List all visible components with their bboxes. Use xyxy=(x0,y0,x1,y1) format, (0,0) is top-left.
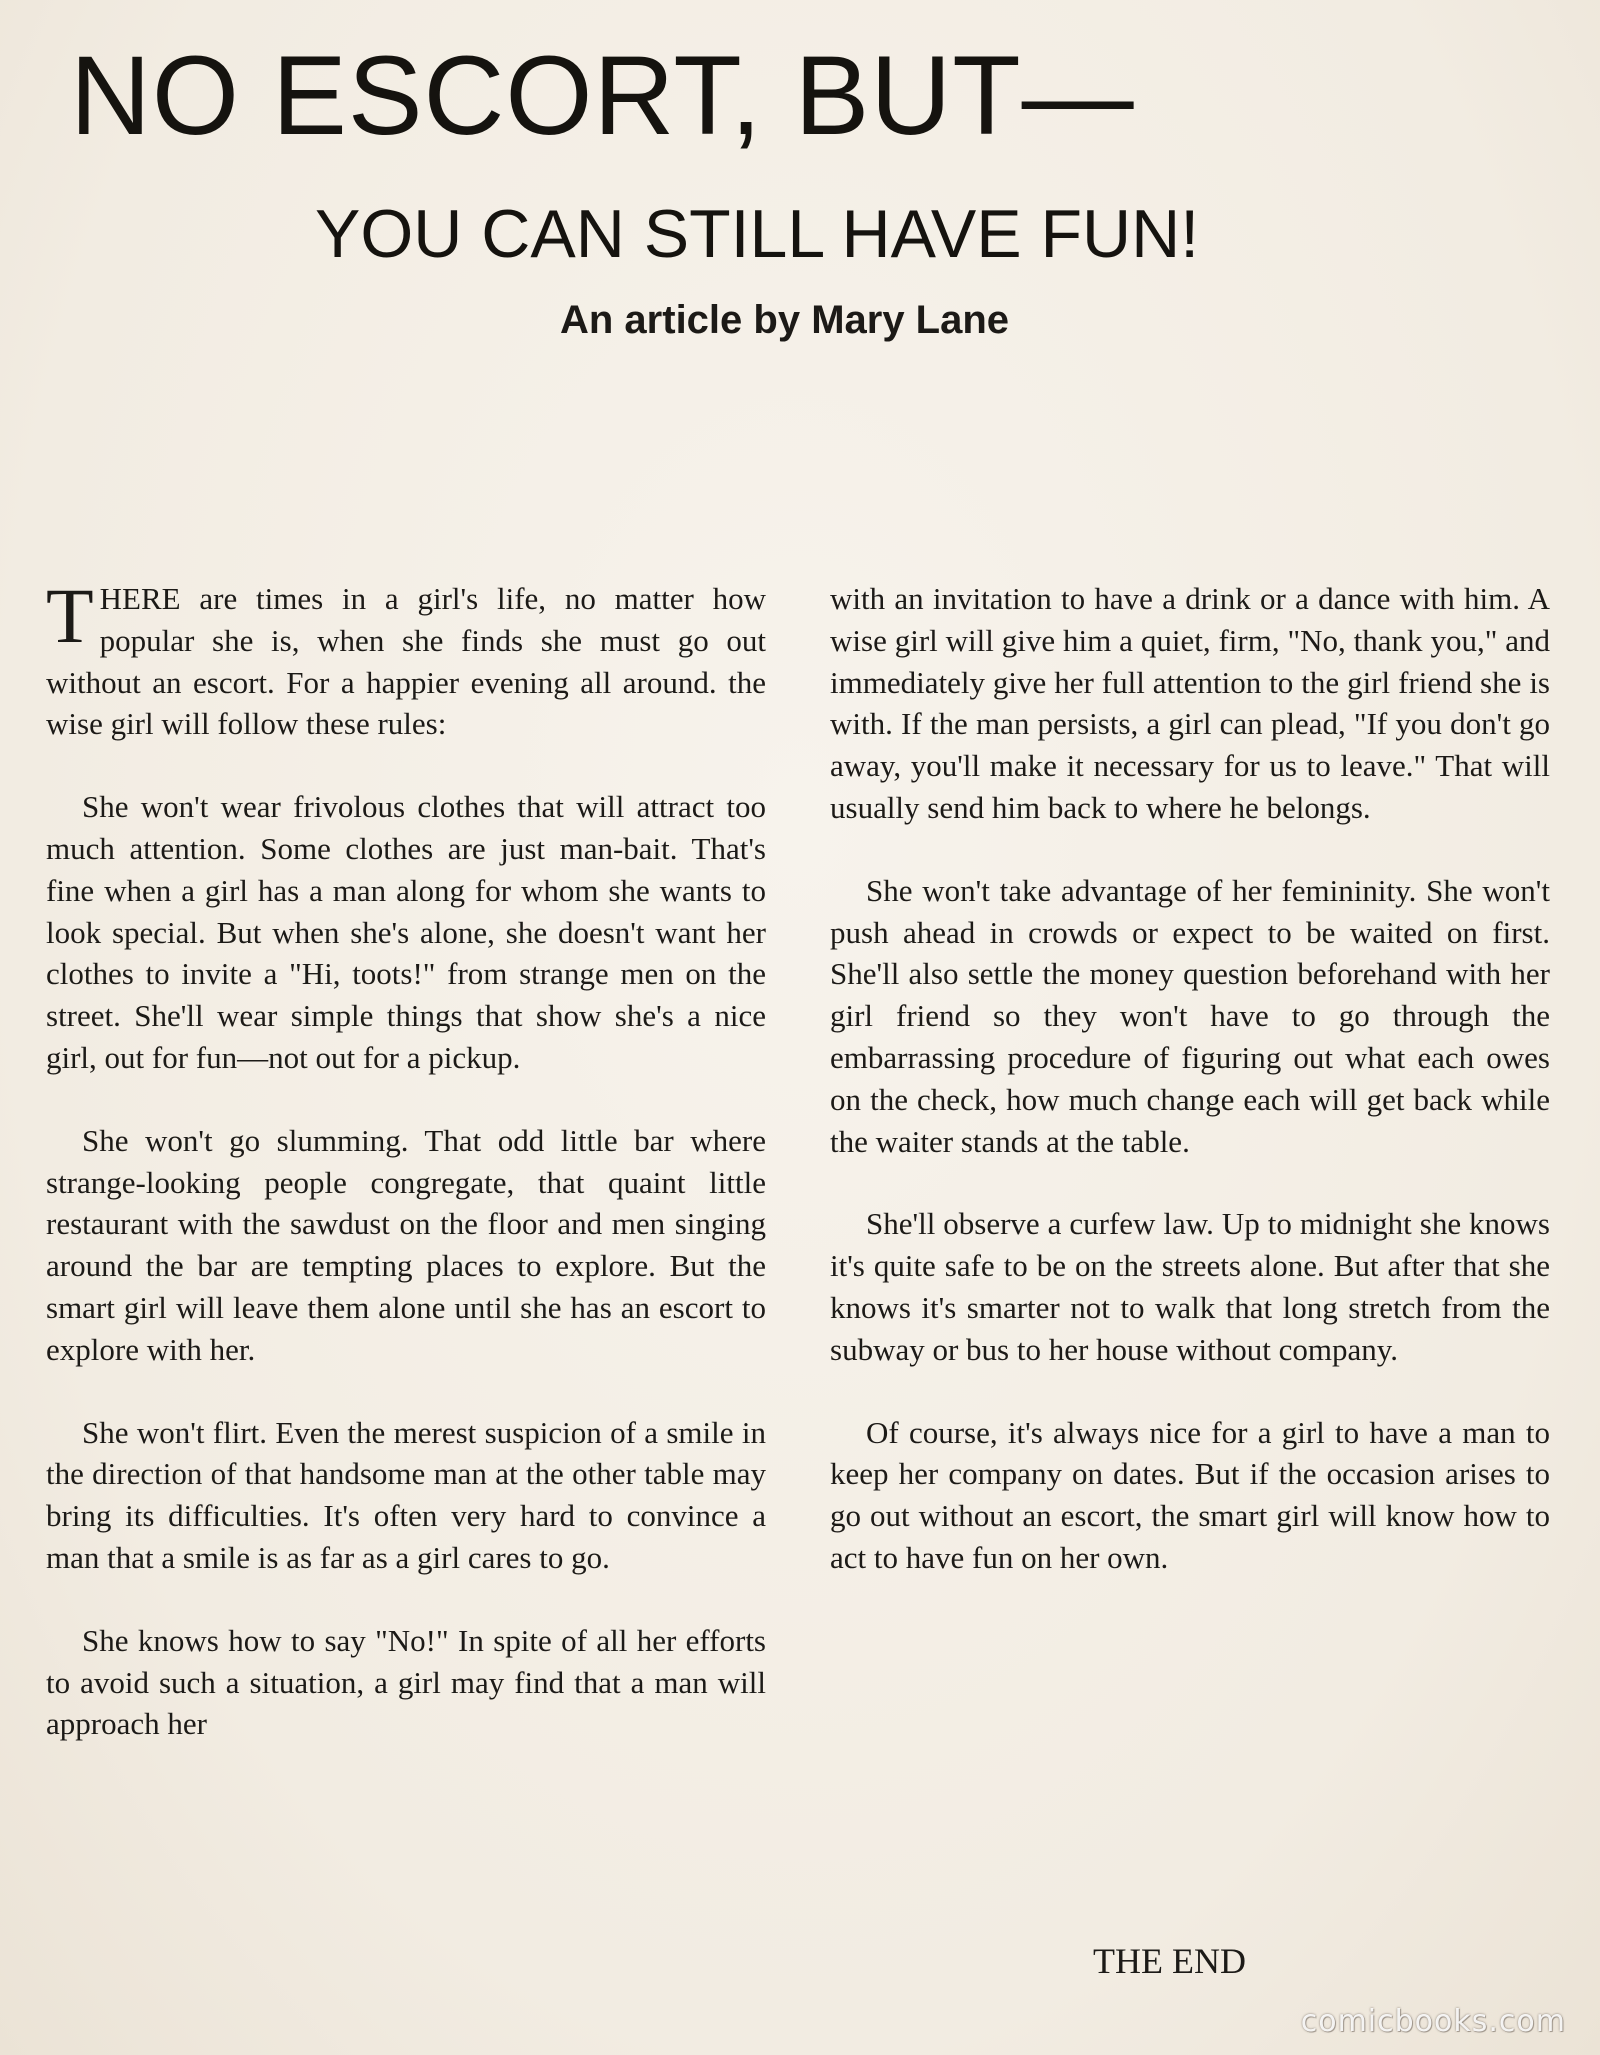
byline: An article by Mary Lane xyxy=(560,298,1010,342)
paragraph-intro-text: HERE are times in a girl's life, no matter how popular she is, when she finds she must go out without an escort. For a happier evening all around. the wise girl will follow these rules: xyxy=(46,581,766,742)
watermark: comicbooks.com xyxy=(1300,2004,1566,2039)
paragraph-curfew: She'll observe a curfew law. Up to midnight she knows it's quite safe to be on the streets alone. But after that she knows it's smarter not to walk that long stretch from the subway or bus to her house without company. xyxy=(830,1206,1550,1367)
headline: NO ESCORT, BUT— xyxy=(70,33,1135,158)
paragraph-conclusion: Of course, it's always nice for a girl to have a man to keep her company on dates. But if the occasion arises to go out without an escort, the smart girl will know how to act to have fun on her own. xyxy=(830,1414,1550,1575)
paragraph-invitation: with an invitation to have a drink or a dance with him. A wise girl will give him a quiet, firm, "No, thank you," and immediately give her full attention to the girl friend she is with. If the man persists, a girl can plead, "If you don't go away, you'll make it necessary for us to leave." That will usually send him back to where he belongs. xyxy=(830,581,1550,825)
paragraph-clothes: She won't wear frivolous clothes that will attract too much attention. Some clothes are just man-bait. That's fine when a girl has a man along for whom she wants to look special. But when she's alone, she doesn't want her clothes to invite a "Hi, toots!" from strange men on the street. She'll wear simple things that show she's a nice girl, out for fun—not out for a pickup. xyxy=(46,789,766,1075)
left-column xyxy=(46,572,766,1786)
paragraph-slumming: She won't go slumming. That odd little bar where strange-looking people congregate, that quaint little restaurant with the sawdust on the floor and men singing around the bar are tempting places to explore. But the smart girl will leave them alone until she has an escort to explore with her. xyxy=(46,1122,766,1367)
paragraph-say-no: She knows how to say "No!" In spite of all her efforts to avoid such a situation, a girl may find that a man will approach her xyxy=(46,1622,766,1742)
right-column xyxy=(830,578,1550,1620)
subheadline: YOU CAN STILL HAVE FUN! xyxy=(315,196,1200,272)
paragraph-femininity: She won't take advantage of her femininity. She won't push ahead in crowds or expect to be waited on first. She'll also settle the money question beforehand with her girl friend so they won't have to go through the embarrassing procedure of figuring out what each owes on the check, how much change each will get back while the waiter stands at the table. xyxy=(830,872,1550,1159)
drop-cap: T xyxy=(46,572,94,659)
paragraph-flirt: She won't flirt. Even the merest suspicion of a smile in the direction of that handsome man at the other table may bring its difficulties. It's often very hard to convince a man that a smile is as far as a girl cares to go. xyxy=(46,1414,766,1575)
paragraph-intro xyxy=(46,572,766,745)
the-end-label: THE END xyxy=(1093,1941,1246,1981)
